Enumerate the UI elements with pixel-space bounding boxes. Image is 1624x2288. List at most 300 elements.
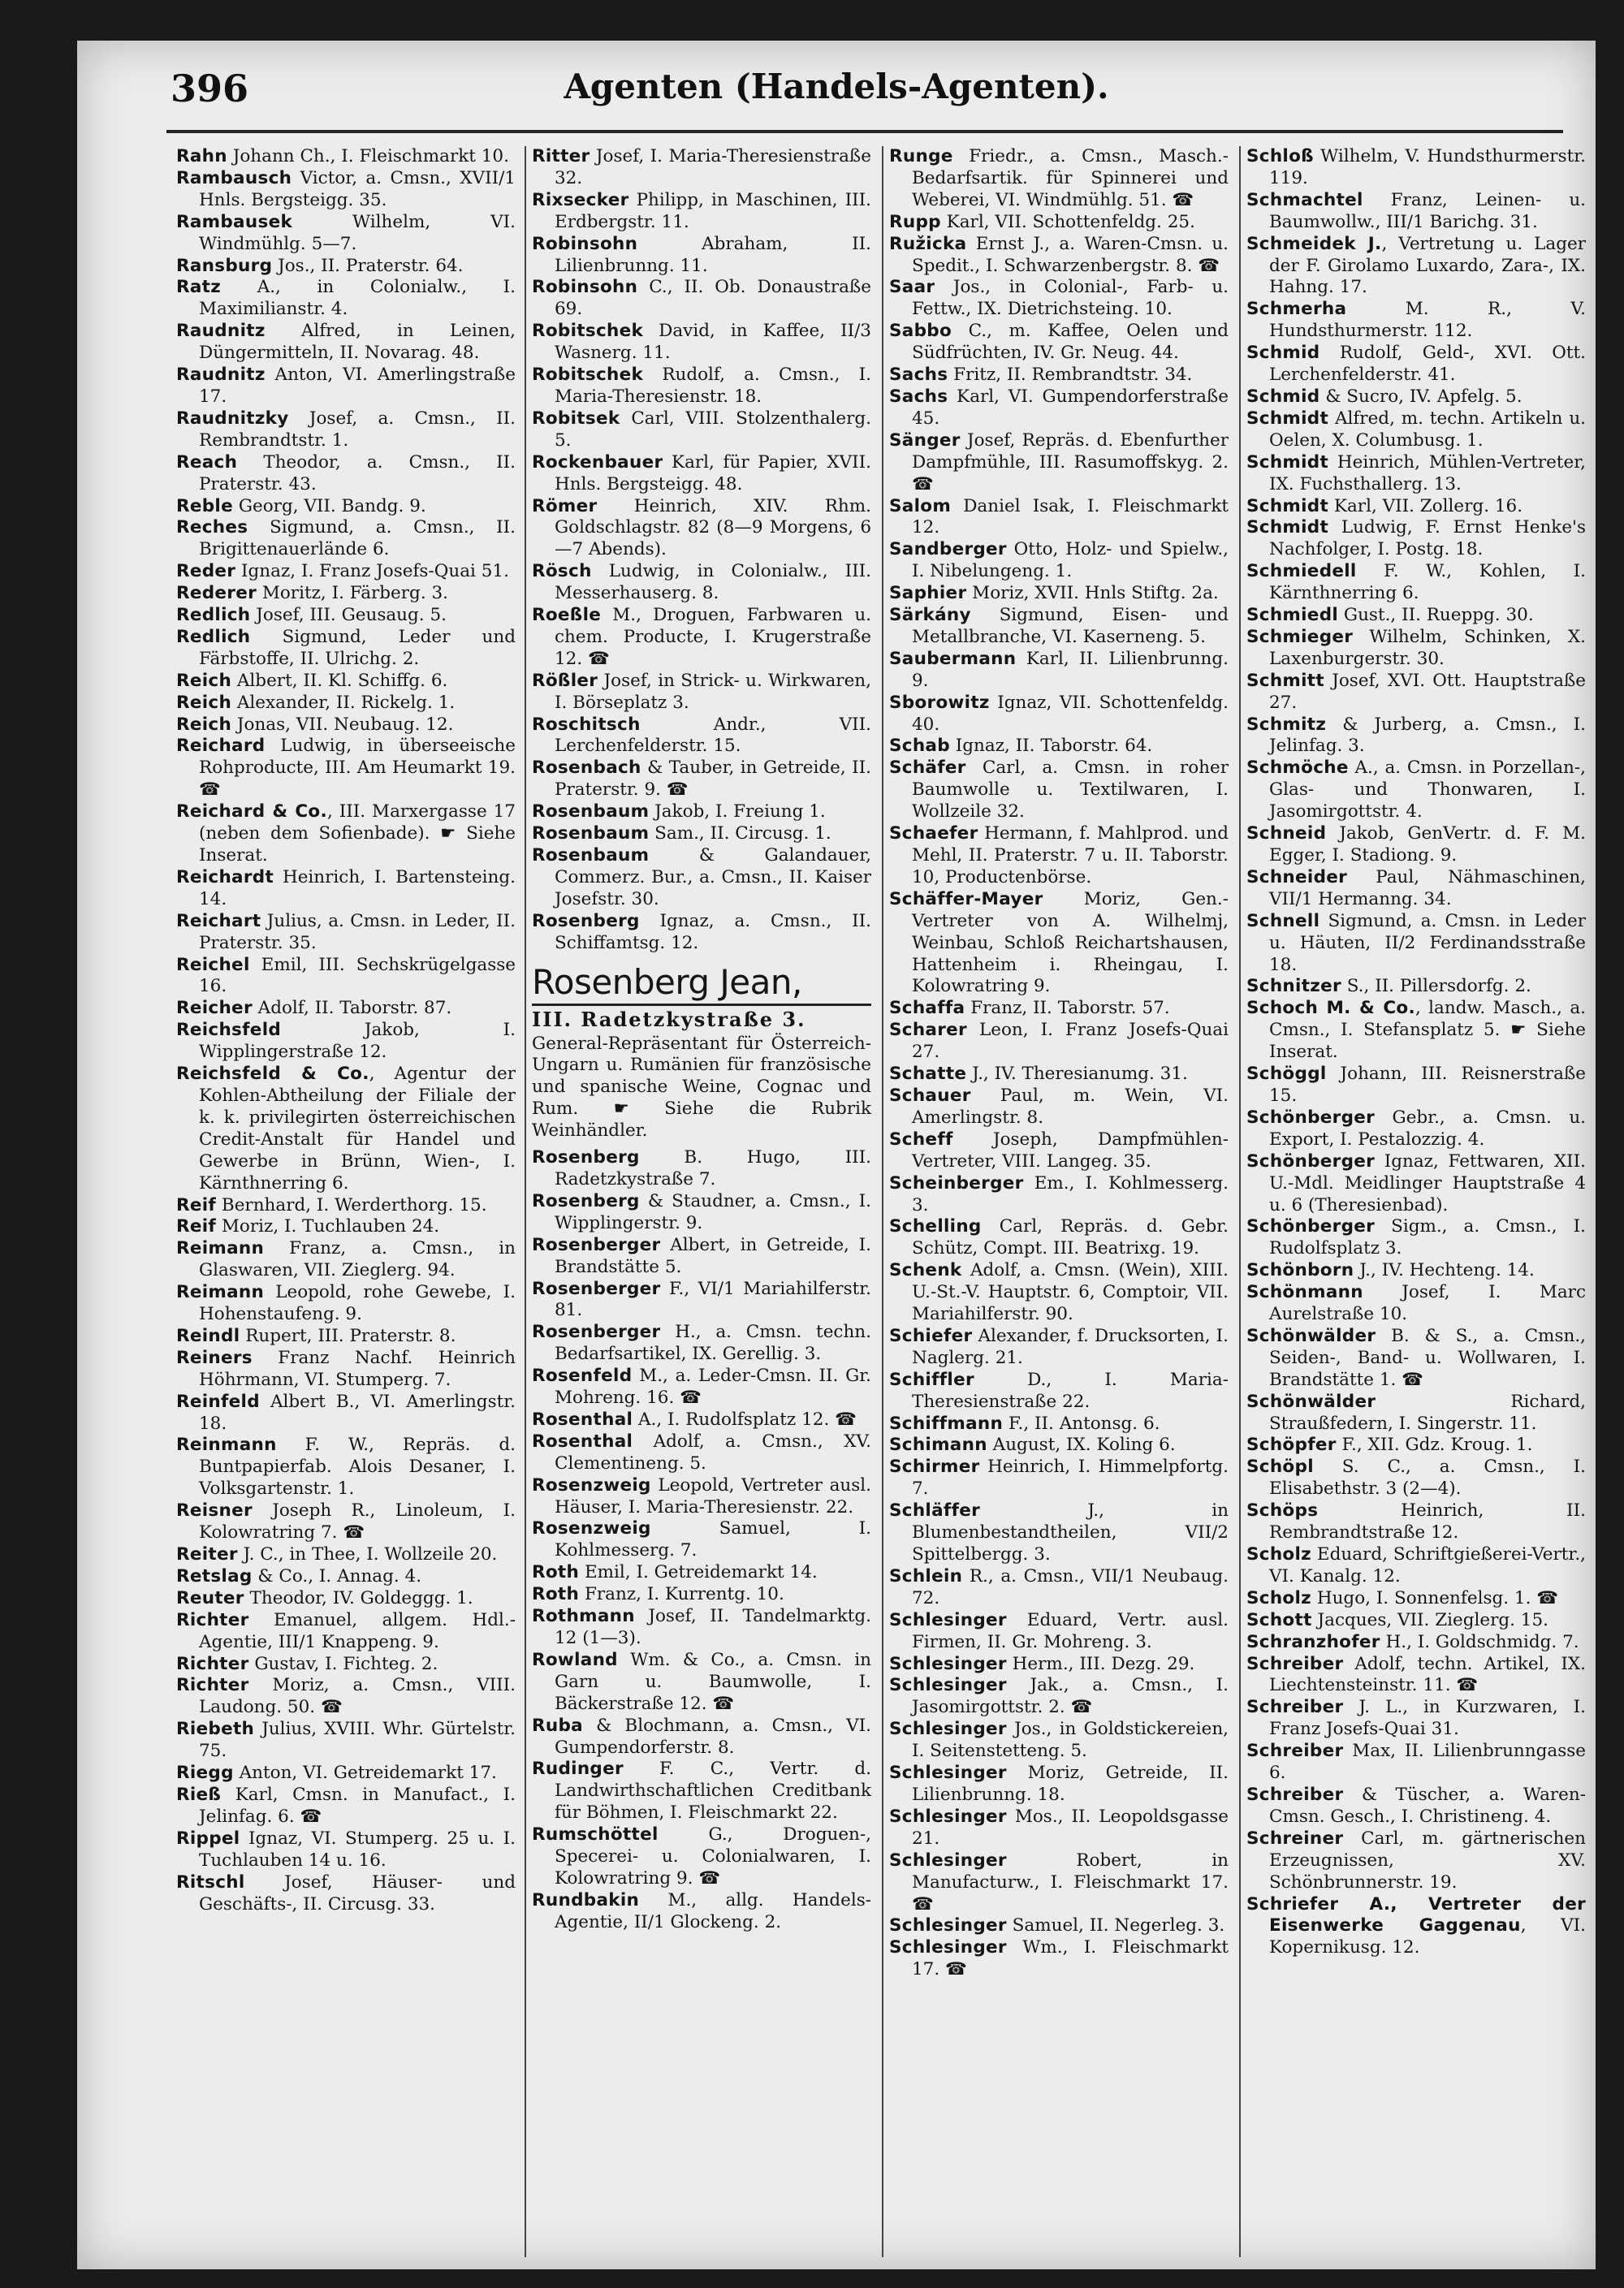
entry-name: Rowland xyxy=(532,1649,618,1670)
entry-details: Adolf, a. Cmsn. (Wein), XIII. U.-St.-V. Hauptstr. 6, Comptoir, VII. Mariahilferstr. 90. xyxy=(912,1260,1229,1325)
entry-details: Jak., a. Cmsn., I. Jasomirgottstr. 2. ☎ xyxy=(912,1675,1229,1718)
entry-name: Reach xyxy=(176,451,238,473)
directory-entry xyxy=(176,867,516,911)
entry-details: Alexander, f. Drucksorten, I. Naglerg. 21. xyxy=(912,1325,1229,1368)
directory-entry xyxy=(1246,1741,1586,1785)
directory-entry xyxy=(1246,517,1586,561)
directory-entry xyxy=(1246,190,1586,234)
entry-details: Josef, I. Marc Aurelstraße 10. xyxy=(1269,1282,1586,1325)
entry-details: S. C., a. Cmsn., I. Elisabethstr. 3 (2—4). xyxy=(1269,1457,1586,1500)
entry-name: Rosenthal xyxy=(532,1431,633,1452)
entry-details: C., II. Ob. Donaustraße 69. xyxy=(555,277,871,320)
directory-entry xyxy=(889,1086,1229,1129)
directory-entry xyxy=(532,605,871,671)
directory-entry xyxy=(532,1890,871,1934)
directory-entry xyxy=(889,1763,1229,1807)
entry-details: Leopold, rohe Gewebe, I. Hohenstaufeng. 9. xyxy=(199,1282,516,1325)
directory-entry xyxy=(532,1606,871,1650)
entry-name: Schreiber xyxy=(1246,1741,1344,1762)
entry-name: Redlich xyxy=(176,626,251,647)
directory-entry xyxy=(1246,867,1586,911)
entry-details: Adolf, a. Cmsn., XV. Clementineng. 5. xyxy=(555,1431,871,1474)
entry-details: Ignaz, VI. Stumperg. 25 u. I. Tuchlauben 14 u. 16. xyxy=(199,1828,516,1871)
directory-entry xyxy=(889,693,1229,736)
directory-entry xyxy=(176,911,516,955)
entry-details: R., a. Cmsn., VII/1 Neubaug. 72. xyxy=(912,1565,1229,1608)
entry-details: Josef, I. Maria-Theresienstraße 32. xyxy=(555,146,871,188)
directory-entry xyxy=(176,1348,516,1392)
entry-name: Rosenberg xyxy=(532,1147,640,1168)
directory-entry xyxy=(176,1588,516,1610)
entry-details: David, in Kaffee, II/3 Wasnerg. 11. xyxy=(555,321,871,364)
entry-name: Reimann xyxy=(176,1238,265,1259)
entry-details: Wilhelm, VI. Windmühlg. 5—7. xyxy=(199,211,516,254)
entry-details: Ignaz, II. Taborstr. 64. xyxy=(949,736,1153,757)
directory-entry xyxy=(532,758,871,801)
entry-details: Karl, II. Lilienbrunng. 9. xyxy=(912,648,1229,691)
entry-details: Carl, a. Cmsn. in roher Baumwolle u. Textilwaren, I. Wollzeile 32. xyxy=(912,758,1229,822)
directory-entry xyxy=(532,1279,871,1323)
entry-name: Schneid xyxy=(1246,823,1327,844)
directory-entry xyxy=(532,561,871,605)
entry-name: Schreiber xyxy=(1246,1653,1344,1674)
directory-entry xyxy=(1246,1064,1586,1107)
entry-details: Robert, in Manufacturw., I. Fleischmarkt 17. ☎ xyxy=(912,1850,1229,1915)
entry-details: Sam., II. Circusg. 1. xyxy=(649,823,831,844)
directory-entry xyxy=(176,998,516,1020)
directory-entry xyxy=(889,365,1229,386)
directory-entry xyxy=(176,955,516,999)
entry-details: Wm. & Co., a. Cmsn. in Garn u. Baumwolle, I. Bäckerstraße 12. ☎ xyxy=(555,1649,871,1714)
entry-name: Reicher xyxy=(176,998,253,1019)
entry-details: Heinrich, I. Himmelpfortg. 7. xyxy=(912,1457,1229,1500)
entry-name: Scholz xyxy=(1246,1544,1311,1565)
entry-name: Schreiner xyxy=(1246,1828,1344,1849)
directory-entry xyxy=(532,496,871,562)
directory-entry xyxy=(1246,1894,1586,1960)
entry-name: Rothmann xyxy=(532,1606,635,1627)
entry-details: Albert B., VI. Amerlingstr. 18. xyxy=(199,1391,516,1434)
directory-entry xyxy=(176,561,516,583)
entry-name: Reich xyxy=(176,714,232,735)
entry-details: Jakob, GenVertr. d. F. M. Egger, I. Stadiong. 9. xyxy=(1269,823,1586,866)
entry-details: Josef, Häuser- und Geschäfts-, II. Circusg. 33. xyxy=(199,1871,516,1915)
directory-entry xyxy=(176,736,516,801)
entry-name: Reiners xyxy=(176,1347,253,1368)
entry-name: Riegg xyxy=(176,1763,234,1784)
directory-entry xyxy=(176,1610,516,1654)
entry-name: Reichard & Co. xyxy=(176,801,327,822)
entry-details: Emil, III. Sechskrügelgasse 16. xyxy=(199,954,516,997)
entry-details: & Tüscher, a. Waren-Cmsn. Gesch., I. Christineng. 4. xyxy=(1269,1784,1586,1827)
entry-details: Julius, XVIII. Whr. Gürtelstr. 75. xyxy=(199,1719,516,1762)
directory-entry xyxy=(176,321,516,365)
entry-name: Robitsek xyxy=(532,408,620,429)
entry-details: Herm., III. Dezg. 29. xyxy=(1006,1653,1195,1674)
entry-details: & Galandauer, Commerz. Bur., a. Cmsn., II. Kaiser Josefstr. 30. xyxy=(555,845,871,909)
directory-entry xyxy=(889,1850,1229,1916)
entry-name: Riebeth xyxy=(176,1719,255,1740)
entry-details: Heinrich, Mühlen-Vertreter, IX. Fuchsthallerg. 13. xyxy=(1269,451,1586,494)
directory-entry xyxy=(532,1824,871,1890)
directory-entry xyxy=(176,1326,516,1348)
directory-entry xyxy=(889,1370,1229,1414)
entry-details: Moriz, Getreide, II. Lilienbrunng. 18. xyxy=(912,1763,1229,1805)
entry-details: , Vertretung u. Lager der F. Girolamo Luxardo, Zara-, IX. Hahng. 17. xyxy=(1269,233,1586,298)
entry-details: Rudolf, Geld-, XVI. Ott. Lerchenfelderstr. 41. xyxy=(1269,343,1586,386)
directory-entry xyxy=(889,234,1229,278)
directory-entry xyxy=(889,1326,1229,1370)
directory-entry xyxy=(889,1216,1229,1260)
entry-details: Alfred, in Leinen, Düngermitteln, II. Novarag. 48. xyxy=(199,321,516,364)
entry-details: Jos., II. Praterstr. 64. xyxy=(272,255,464,276)
entry-details: Ludwig, in Colonialw., III. Messerhauserg. 8. xyxy=(555,561,871,604)
entry-name: Schriefer A., Vertreter der Eisenwerke Gaggenau xyxy=(1246,1893,1586,1936)
entry-details: Ignaz, Fettwaren, XII. U.-Mdl. Meidlinger Hauptstraße 4 u. 6 (Theresienbad). xyxy=(1269,1150,1586,1215)
entry-name: Rumschöttel xyxy=(532,1824,659,1846)
entry-details: F. W., Kohlen, I. Kärnthnerring 6. xyxy=(1269,561,1586,604)
entry-details: Albert, II. Kl. Schiffg. 6. xyxy=(231,670,448,691)
entry-name: Ruba xyxy=(532,1715,583,1736)
entry-details: & Co., I. Annag. 4. xyxy=(252,1565,422,1586)
directory-entry xyxy=(532,1191,871,1235)
entry-name: Rudinger xyxy=(532,1759,624,1780)
directory-entry xyxy=(532,1235,871,1279)
entry-details: Gebr., a. Cmsn. u. Export, I. Pestalozzig. 4. xyxy=(1269,1107,1586,1150)
directory-entry xyxy=(1246,1435,1586,1457)
entry-details: August, IX. Koling 6. xyxy=(987,1435,1176,1456)
directory-entry xyxy=(532,714,871,758)
directory-entry xyxy=(176,1566,516,1588)
entry-name: Schreiber xyxy=(1246,1697,1344,1718)
directory-entry xyxy=(532,911,871,955)
entry-name: Redlich xyxy=(176,605,251,626)
directory-entry xyxy=(532,1366,871,1409)
directory-entry xyxy=(1246,1107,1586,1151)
entry-name: Runge xyxy=(889,146,953,166)
directory-entry xyxy=(889,386,1229,430)
entry-name: Reif xyxy=(176,1194,217,1215)
directory-entry xyxy=(532,1431,871,1475)
directory-entry xyxy=(889,1915,1229,1937)
directory-entry xyxy=(176,212,516,256)
directory-entry xyxy=(176,801,516,867)
entry-name: Reif xyxy=(176,1216,217,1237)
directory-entry xyxy=(176,1195,516,1217)
entry-details: Paul, m. Wein, VI. Amerlingstr. 8. xyxy=(912,1085,1229,1128)
entry-name: Rosenthal xyxy=(532,1409,633,1430)
entry-details: F., XII. Gdz. Kroug. 1. xyxy=(1336,1435,1533,1456)
entry-details: M., Droguen, Farbwaren u. chem. Producte, I. Krugerstraße 12. ☎ xyxy=(555,605,871,669)
entry-name: Raudnitz xyxy=(176,321,266,342)
entry-details: F., VI/1 Mariahilferstr. 81. xyxy=(555,1278,871,1321)
directory-entry xyxy=(889,1675,1229,1719)
directory-entry xyxy=(532,801,871,823)
entry-details: Wm., I. Fleischmarkt 17. ☎ xyxy=(912,1937,1229,1980)
entry-details: Franz, Leinen- u. Baumwollw., III/1 Barichg. 31. xyxy=(1269,189,1586,232)
page-number: 396 xyxy=(171,67,249,110)
column-3 xyxy=(889,146,1229,1981)
entry-name: Reimann xyxy=(176,1282,265,1303)
entry-name: Rosenberg xyxy=(532,1190,640,1211)
entry-details: Julius, a. Cmsn. in Leder, II. Praterstr. 35. xyxy=(199,910,516,953)
entry-details: M., allg. Handels-Agentie, II/1 Glockeng. 2. xyxy=(555,1889,871,1932)
entry-details: Anton, VI. Getreidemarkt 17. xyxy=(233,1763,497,1784)
entry-details: Georg, VII. Bandg. 9. xyxy=(232,495,426,516)
entry-details: Bernhard, I. Werderthorg. 15. xyxy=(216,1194,487,1215)
entry-details: Abraham, II. Lilienbrunng. 11. xyxy=(555,233,871,276)
entry-details: Josef, II. Tandelmarktg. 12 (1—3). xyxy=(555,1606,871,1648)
entry-name: Rahn xyxy=(176,146,227,166)
entry-name: Reichart xyxy=(176,910,261,931)
entry-name: Rederer xyxy=(176,583,257,604)
entry-details: Mos., II. Leopoldsgasse 21. xyxy=(912,1806,1229,1849)
directory-entry xyxy=(532,1716,871,1759)
entry-name: Schöps xyxy=(1246,1500,1319,1522)
directory-entry xyxy=(1246,1260,1586,1282)
entry-details: J. C., in Thee, I. Wollzeile 20. xyxy=(237,1544,498,1565)
directory-entry xyxy=(889,430,1229,496)
entry-name: Saubermann xyxy=(889,648,1017,669)
entry-name: Sabbo xyxy=(889,321,952,342)
directory-entry xyxy=(176,671,516,693)
entry-name: Schönberger xyxy=(1246,1216,1376,1237)
entry-details: Samuel, I. Kohlmesserg. 7. xyxy=(555,1518,871,1561)
entry-name: Schneider xyxy=(1246,866,1348,887)
entry-details: Paul, Nähmaschinen, VII/1 Hermanng. 34. xyxy=(1269,866,1586,909)
entry-details: M. R., V. Hundsthurmerstr. 112. xyxy=(1269,299,1586,342)
entry-name: Scholz xyxy=(1246,1587,1311,1608)
directory-entry xyxy=(1246,496,1586,518)
entry-details: , III. Marxergasse 17 (neben dem Sofienbade). ☛ Siehe Inserat. xyxy=(199,801,516,866)
directory-entry xyxy=(176,583,516,605)
entry-details: Eduard, Schriftgießerei-Vertr., VI. Kanalg. 12. xyxy=(1269,1544,1586,1586)
entry-details: A., I. Rudolfsplatz 12. ☎ xyxy=(633,1409,857,1430)
entry-name: Schöggl xyxy=(1246,1064,1327,1085)
entry-name: Schenk xyxy=(889,1260,962,1281)
entry-name: Schauer xyxy=(889,1085,971,1106)
directory-entry xyxy=(532,146,871,190)
page-heading: Agenten (Handels-Agenten). xyxy=(564,67,1109,106)
directory-entry xyxy=(889,1064,1229,1086)
entry-name: Schlesinger xyxy=(889,1719,1007,1740)
entry-details: Heinrich, I. Bartensteing. 14. xyxy=(199,866,516,909)
directory-entry xyxy=(889,1129,1229,1173)
entry-details: Heinrich, XIV. Rhm. Goldschlagstr. 82 (8—9 Morgens, 6—7 Abends). xyxy=(555,495,871,560)
entry-name: Rambausch xyxy=(176,167,292,188)
entry-name: Schmöche xyxy=(1246,758,1349,779)
directory-entry xyxy=(176,452,516,496)
entry-name: Ritter xyxy=(532,146,590,166)
entry-name: Scharer xyxy=(889,1020,967,1041)
entry-name: Schöpfer xyxy=(1246,1435,1337,1456)
entry-name: Schirmer xyxy=(889,1457,980,1478)
entry-name: Reder xyxy=(176,561,236,582)
entry-name: Rosenzweig xyxy=(532,1474,651,1496)
entry-details: Sigm., a. Cmsn., I. Rudolfsplatz 3. xyxy=(1269,1216,1586,1259)
entry-name: Rundbakin xyxy=(532,1889,640,1910)
entry-details: Karl, VII. Zollerg. 16. xyxy=(1328,495,1523,516)
entry-name: Reichardt xyxy=(176,866,274,887)
entry-details: Franz Nachf. Heinrich Höhrmann, VI. Stumperg. 7. xyxy=(199,1347,516,1390)
entry-details: & Staudner, a. Cmsn., I. Wipplingerstr. 9. xyxy=(555,1190,871,1233)
entry-details: Josef, in Strick- u. Wirkwaren, I. Börseplatz 3. xyxy=(555,670,871,713)
directory-entry xyxy=(532,1518,871,1562)
entry-details: Johann, III. Reisnerstraße 15. xyxy=(1269,1064,1586,1106)
entry-name: Schnell xyxy=(1246,910,1320,931)
entry-details: M., a. Leder-Cmsn. II. Gr. Mohreng. 16. ☎ xyxy=(555,1366,871,1409)
entry-name: Schmitt xyxy=(1246,670,1324,691)
directory-entry xyxy=(889,212,1229,234)
entry-name: Schöpl xyxy=(1246,1457,1314,1478)
entry-details: Jos., in Goldstickereien, I. Seitenstetteng. 5. xyxy=(912,1719,1229,1762)
entry-name: Schlesinger xyxy=(889,1937,1007,1958)
directory-entry xyxy=(1246,1697,1586,1741)
entry-details: Moriz, I. Tuchlauben 24. xyxy=(216,1216,440,1237)
entry-name: Richter xyxy=(176,1653,249,1674)
entry-details: Theodor, IV. Goldeggg. 1. xyxy=(244,1587,473,1608)
entry-name: Reches xyxy=(176,517,248,538)
directory-entry xyxy=(532,190,871,234)
entry-name: Richter xyxy=(176,1675,249,1696)
column-divider xyxy=(1239,146,1241,2257)
column-4 xyxy=(1246,146,1586,1959)
column-1 xyxy=(176,146,516,1915)
entry-details: Albert, in Getreide, I. Brandstätte 5. xyxy=(555,1234,871,1277)
entry-details: Jonas, VII. Neubaug. 12. xyxy=(231,714,454,735)
entry-name: Retslag xyxy=(176,1565,253,1586)
directory-entry xyxy=(889,823,1229,889)
entry-name: Reich xyxy=(176,692,232,713)
entry-name: Schmidt xyxy=(1246,495,1329,516)
entry-name: Schlesinger xyxy=(889,1653,1007,1674)
directory-entry xyxy=(1246,1326,1586,1392)
entry-name: Rösch xyxy=(532,561,592,582)
directory-entry xyxy=(889,1173,1229,1217)
directory-entry xyxy=(176,1216,516,1238)
entry-details: S., II. Pillersdorfg. 2. xyxy=(1341,976,1531,997)
entry-name: Schönwälder xyxy=(1246,1325,1376,1346)
entry-name: Saphier xyxy=(889,583,967,604)
entry-details: J., in Blumenbestandtheilen, VII/2 Spittelbergg. 3. xyxy=(912,1500,1229,1565)
directory-entry xyxy=(532,1409,871,1431)
entry-details: A., in Colonialw., I. Maximilianstr. 4. xyxy=(199,277,516,320)
entry-name: Schmitz xyxy=(1246,714,1327,735)
entry-name: Sachs xyxy=(889,386,948,407)
entry-name: Scheinberger xyxy=(889,1172,1024,1194)
entry-name: Rupp xyxy=(889,211,941,232)
entry-name: Raudnitzky xyxy=(176,408,289,429)
entry-name: Schönmann xyxy=(1246,1282,1363,1303)
directory-entry xyxy=(889,1610,1229,1654)
entry-details: Ignaz, VII. Schottenfeldg. 40. xyxy=(912,692,1229,735)
entry-name: Reichel xyxy=(176,954,250,975)
entry-name: Schmidt xyxy=(1246,517,1329,538)
entry-name: Rosenberger xyxy=(532,1322,661,1343)
directory-entry xyxy=(176,168,516,212)
entry-name: Rosenzweig xyxy=(532,1518,651,1539)
directory-entry xyxy=(176,408,516,452)
directory-entry xyxy=(532,845,871,911)
entry-details: , Agentur der Kohlen-Abtheilung der Filiale der k. k. privilegirten österreichischen Credit-Anstalt für Handel und Gewerbe in Brünn, Wien-, I. Kärnthnerring 6. xyxy=(199,1064,516,1194)
entry-name: Rosenberger xyxy=(532,1278,661,1299)
entry-name: Reinfeld xyxy=(176,1391,260,1412)
entry-name: Roschitsch xyxy=(532,714,641,735)
entry-name: Schmid xyxy=(1246,386,1320,407)
entry-details: Jakob, I. Freiung 1. xyxy=(649,801,826,822)
entry-details: Franz, II. Taborstr. 57. xyxy=(965,998,1170,1019)
directory-entry xyxy=(1246,1282,1586,1326)
entry-name: Rosenfeld xyxy=(532,1366,633,1387)
directory-entry xyxy=(1246,1785,1586,1828)
entry-name: Roth xyxy=(532,1562,580,1583)
directory-entry xyxy=(889,1654,1229,1676)
entry-name: Schelling xyxy=(889,1216,982,1237)
directory-entry xyxy=(889,889,1229,999)
directory-entry xyxy=(889,1020,1229,1064)
entry-details: & Sucro, IV. Apfelg. 5. xyxy=(1320,386,1522,407)
entry-details: Josef, a. Cmsn., II. Rembrandtstr. 1. xyxy=(199,408,516,451)
column-divider xyxy=(882,146,883,2257)
directory-entry xyxy=(889,758,1229,823)
directory-entry xyxy=(1246,452,1586,496)
directory-entry xyxy=(532,1475,871,1519)
entry-details: Sigmund, a. Cmsn., II. Brigittenauerlände 6. xyxy=(199,517,516,560)
entry-details: Moriz, Gen.-Vertreter von A. Wilhelmj, Weinbau, Schloß Reichartshausen, Hattenheim i. Rheingau, I. Kolowratring 9. xyxy=(912,888,1229,997)
entry-name: Schmiedell xyxy=(1246,561,1357,582)
entry-name: Schmidt xyxy=(1246,408,1329,429)
directory-entry xyxy=(176,365,516,408)
entry-name: Schab xyxy=(889,736,950,757)
entry-name: Richter xyxy=(176,1609,249,1630)
entry-details: Rupert, III. Praterstr. 8. xyxy=(240,1325,456,1346)
entry-name: Schönberger xyxy=(1246,1150,1376,1172)
directory-entry xyxy=(532,1584,871,1606)
entry-name: Rambausek xyxy=(176,211,293,232)
entry-details: C., m. Kaffee, Oelen und Südfrüchten, IV. Gr. Neug. 44. xyxy=(912,321,1229,364)
entry-name: Sänger xyxy=(889,430,961,451)
entry-details: Alexander, II. Rickelg. 1. xyxy=(231,692,456,713)
column-divider xyxy=(525,146,526,2257)
entry-name: Scheff xyxy=(889,1129,953,1150)
entry-details: Emanuel, allgem. Hdl.-Agentie, III/1 Knappeng. 9. xyxy=(199,1609,516,1652)
directory-entry xyxy=(889,736,1229,758)
entry-details: Rudolf, a. Cmsn., I. Maria-Theresienstr. 18. xyxy=(555,365,871,407)
directory-entry xyxy=(532,1562,871,1584)
directory-entry xyxy=(1246,234,1586,300)
entry-name: Schäffer-Mayer xyxy=(889,888,1043,909)
ad-name: Rosenberg Jean, xyxy=(532,961,871,1006)
entry-details: F. C., Vertr. d. Landwirthschaftlichen Creditbank für Böhmen, I. Fleischmarkt 22. xyxy=(555,1759,871,1824)
entry-details: B. Hugo, III. Radetzkystraße 7. xyxy=(555,1147,871,1189)
directory-entry xyxy=(1246,627,1586,671)
entry-details: Leopold, Vertreter ausl. Häuser, I. Maria-Theresienstr. 22. xyxy=(555,1474,871,1517)
entry-details: Max, II. Lilienbrunngasse 6. xyxy=(1269,1741,1586,1784)
entry-details: Samuel, II. Negerleg. 3. xyxy=(1006,1915,1225,1936)
entry-details: Friedr., a. Cmsn., Masch.-Bedarfsartik. für Spinnerei und Weberei, VI. Windmühlg. 51. ☎ xyxy=(912,146,1229,210)
directory-entry xyxy=(1246,1392,1586,1435)
directory-entry xyxy=(532,1759,871,1824)
directory-entry xyxy=(1246,408,1586,452)
entry-name: Schlesinger xyxy=(889,1915,1007,1936)
entry-name: Schmidt xyxy=(1246,451,1329,473)
directory-entry xyxy=(1246,1216,1586,1260)
directory-entry xyxy=(176,1064,516,1194)
directory-entry xyxy=(176,693,516,714)
entry-details: Josef, Repräs. d. Ebenfurther Dampfmühle, III. Rasumoffskyg. 2. ☎ xyxy=(912,430,1229,494)
directory-entry xyxy=(889,1414,1229,1435)
directory-entry xyxy=(1246,1828,1586,1894)
